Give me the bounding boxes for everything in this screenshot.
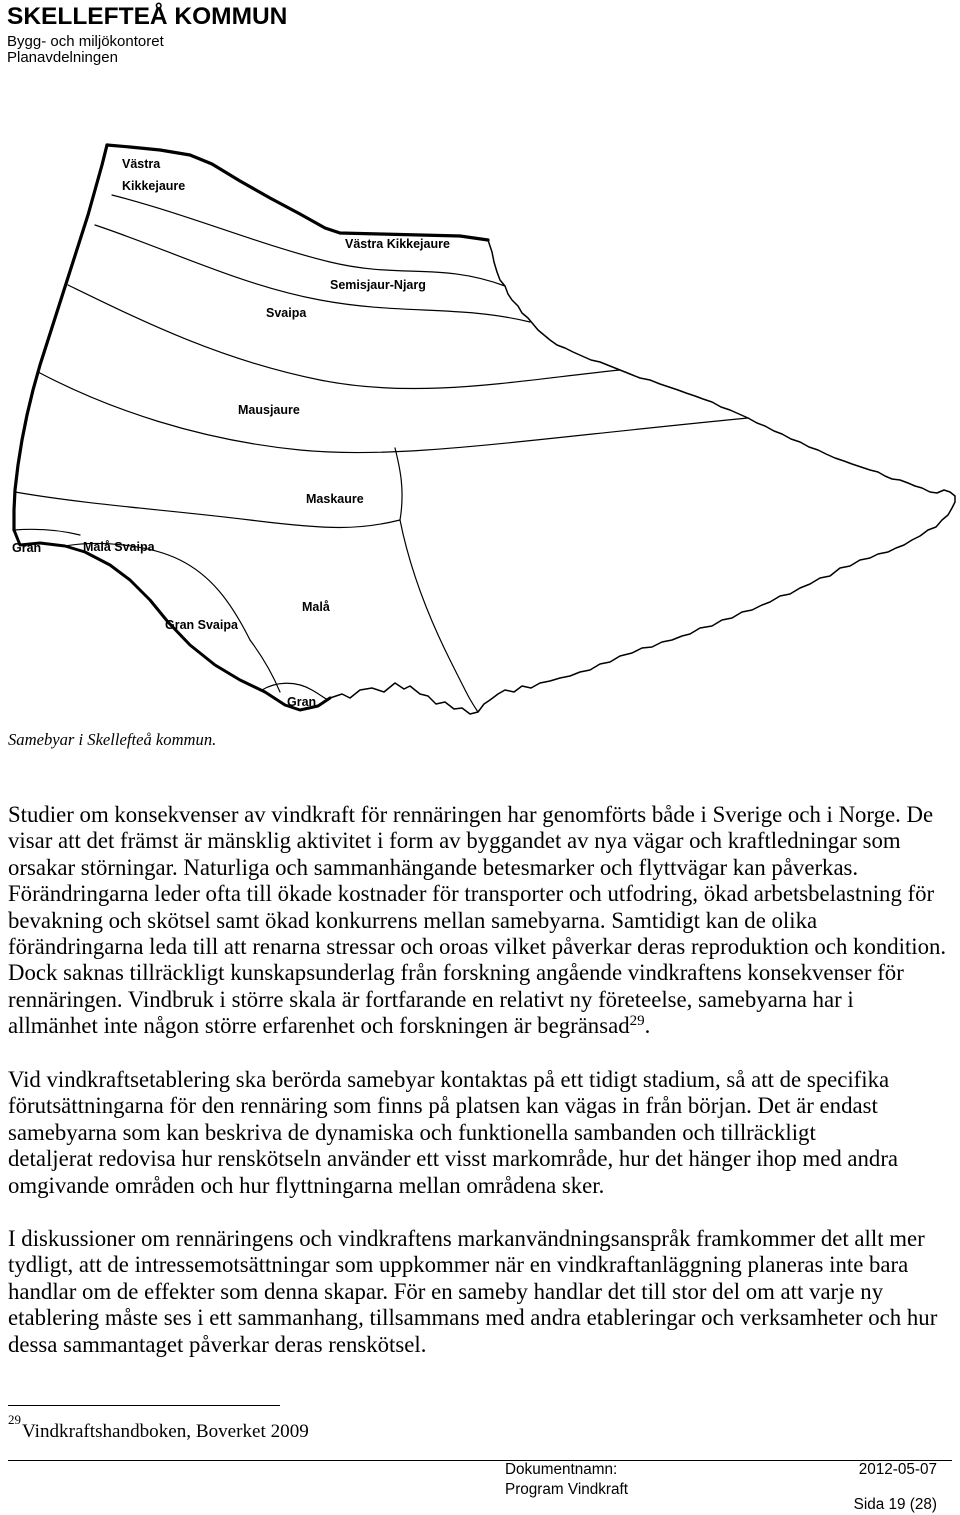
organization-name: SKELLEFTEÅ KOMMUN (7, 3, 288, 30)
map-label-vastra-kikkejaure: Västra Kikkejaure (345, 237, 450, 251)
text-line-with-footnote (8, 1013, 946, 1039)
text-line: handlar om de effekter som denna skapar. För en sameby handlar det till stor del om att varje ny (8, 1278, 884, 1304)
district-boundary (395, 448, 402, 520)
text-line: allmänhet inte någon större erfarenhet och forskningen är begränsad (8, 1013, 630, 1039)
map-label-gran-west: Gran (12, 541, 42, 555)
footnote-divider (8, 1405, 280, 1406)
text-line: visar att det främst är mänsklig aktivitet i form av byggandet av nya vägar och kraftledningar som (8, 828, 901, 854)
map-label-mausjaure: Mausjaure (238, 403, 300, 417)
district-boundary (95, 225, 530, 322)
map-label-mala: Malå (302, 600, 330, 614)
map-label-maskaure: Maskaure (306, 492, 364, 506)
map-label-mala-svaipa: Malå Svaipa (83, 540, 155, 554)
text-line: Vid vindkraftsetablering ska berörda samebyar kontaktas på ett tidigt stadium, så att de specifika (8, 1067, 890, 1092)
district-boundary (400, 520, 478, 712)
text-line: bevakning och skötsel samt ökad konkurrens mellan samebyarna. Samtidigt kan de olika (8, 907, 818, 933)
map-label-svaipa: Svaipa (266, 306, 307, 320)
document-name: Program Vindkraft (505, 1481, 628, 1498)
map-label-gran-south: Gran (287, 695, 317, 709)
unit-name: Planavdelningen (7, 49, 118, 66)
footnote-number: 29 (8, 1412, 21, 1427)
text-line: detaljerat redovisa hur renskötseln använder ett visst markområde, hur det hänger ihop med andra (8, 1146, 899, 1172)
map-label-vastra-kikkejaure-line2: Kikkejaure (122, 179, 186, 193)
text-line: Förändringarna leder ofta till ökade kostnader för transporter och utfodring, ökad arbetsbelastning för (8, 881, 935, 907)
paragraph-2 (8, 1067, 898, 1199)
district-boundary (38, 372, 748, 453)
text-line: förändringarna leda till att renarna stressar och oroas vilket påverkar deras reproduktion och kondition. (8, 933, 947, 959)
map-label-gran-svaipa: Gran Svaipa (165, 618, 238, 632)
coastline (330, 240, 955, 714)
department-name: Bygg- och miljökontoret (7, 33, 164, 50)
text-line: förutsättningarna för den rennäring som finns på platsen kan vägas in från början. Det är endast (8, 1093, 878, 1119)
text-line: tydligt, att de intressemotsättningar som uppkommer när en vindkraftanläggning planeras inte bara (8, 1252, 909, 1278)
paragraph-3 (8, 1226, 937, 1358)
text-line: omgivande områden och hur flyttningarna mellan områdena sker. (8, 1172, 605, 1198)
map-label-vastra-kikkejaure-line1: Västra (122, 157, 161, 171)
text-line: Studier om konsekvenser av vindkraft för rennäringen har genomförts både i Sverige och i Norge. De (8, 802, 934, 827)
text-line: orsakar störningar. Naturliga och sammanhängande betesmarker och flyttvägar kan påverkas. (8, 854, 859, 880)
text-line: Dock saknas tillräckligt kunskapsunderlag från forskning angående vindkraftens konsekvenser för (8, 960, 904, 986)
district-boundary (68, 285, 620, 389)
district-boundary (14, 529, 80, 535)
footnote-reference: 29 (629, 1013, 645, 1030)
page-number: Sida 19 (28) (853, 1496, 937, 1513)
sentence-end: . (644, 1013, 651, 1039)
text-line: I diskussioner om rennäringens och vindkraftens markanvändningsanspråk framkommer det allt mer (8, 1226, 925, 1251)
document-name-label: Dokumentnamn: (505, 1461, 618, 1478)
map-caption: Samebyar i Skellefteå kommun. (8, 730, 217, 749)
footnote-text: Vindkraftshandboken, Boverket 2009 (22, 1421, 309, 1442)
outer-boundary-left (14, 145, 107, 530)
map-label-semisjaur-njarg: Semisjaur-Njarg (330, 278, 426, 292)
text-line: etablering måste ses i ett sammanhang, tillsammans med andra etableringar och verksamheter och hur (8, 1305, 938, 1331)
samebyar-map (0, 130, 960, 725)
footer-divider (8, 1460, 952, 1461)
text-line: samebyarna som kan beskriva de dynamiska och funktionella sambanden och tillräckligt (8, 1119, 816, 1145)
paragraph-1 (8, 802, 946, 1040)
text-line: rennäringen. Vindbruk i större skala är fortfarande en relativt ny företeelse, samebyarna har i (8, 986, 854, 1012)
text-line: dessa sammantaget påverkar deras renskötsel. (8, 1331, 427, 1357)
document-date: 2012-05-07 (858, 1461, 937, 1478)
